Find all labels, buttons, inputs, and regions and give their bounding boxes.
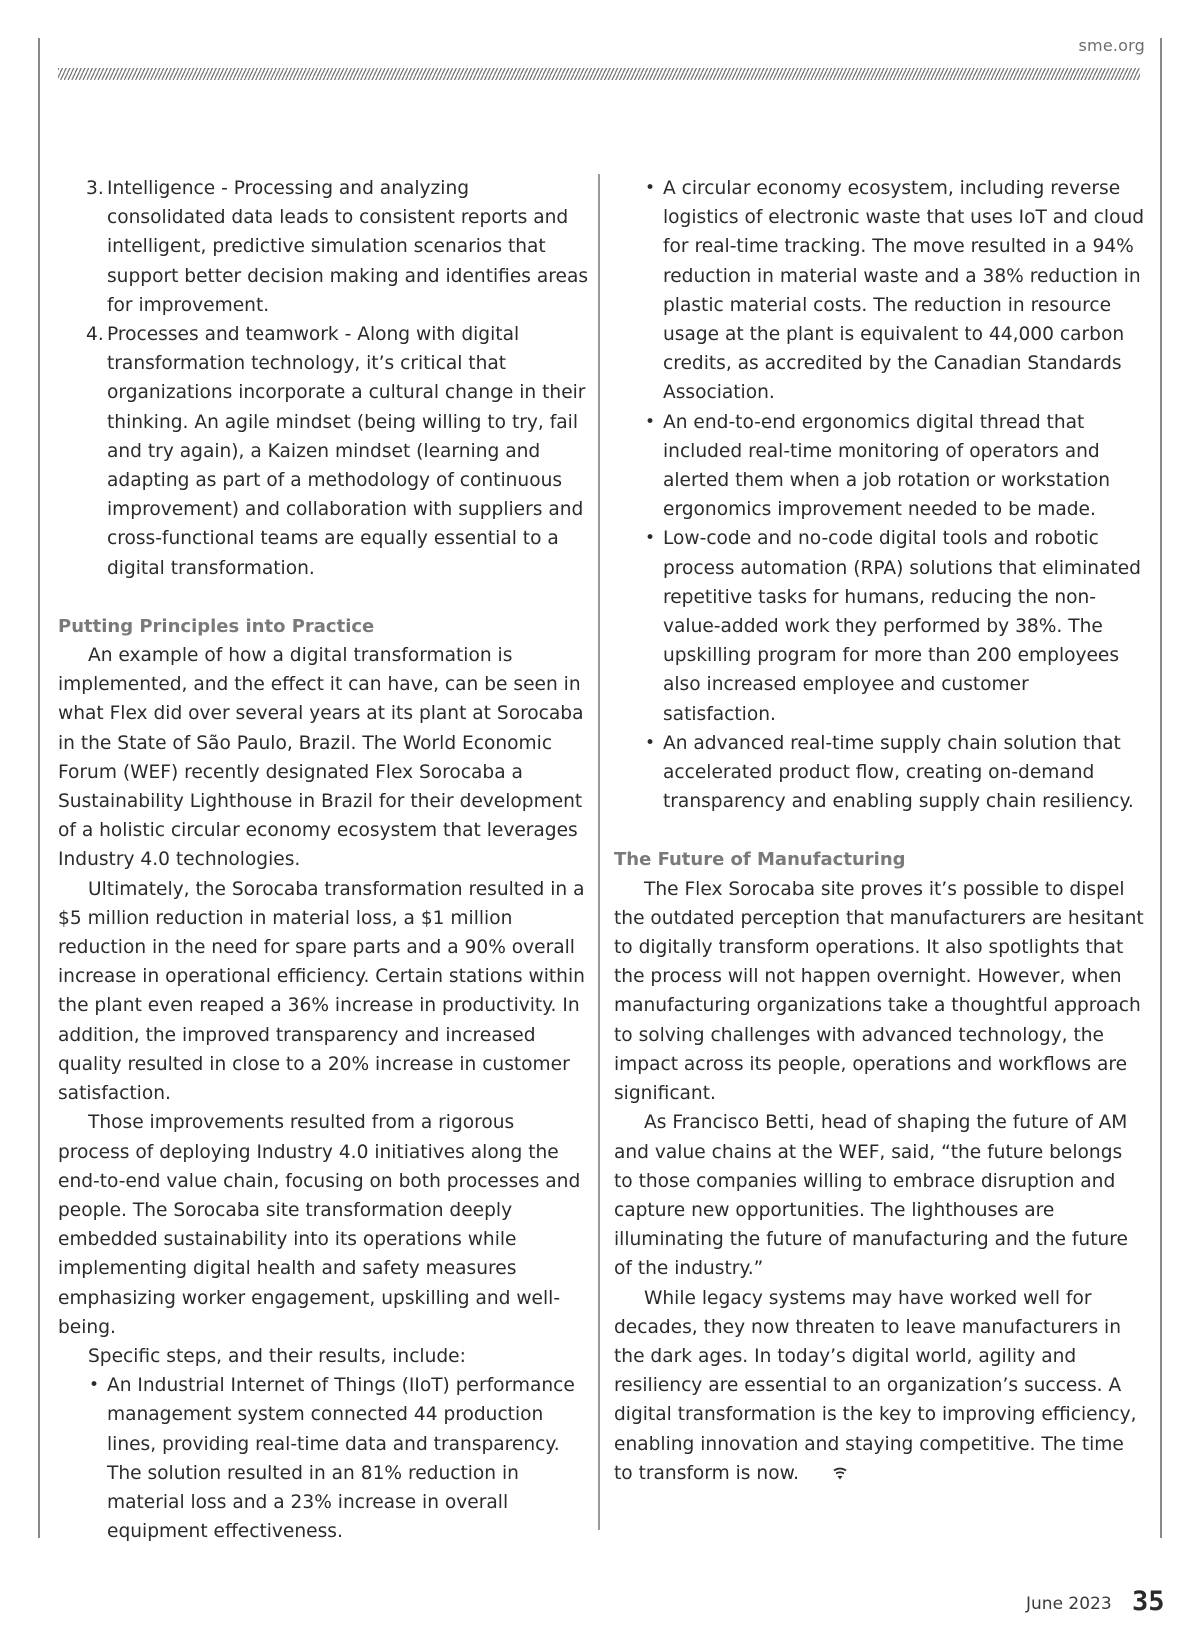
bullet-item	[614, 729, 1146, 817]
bullet-text: An end-to-end ergonomics digital thread that included real-time monitoring of operators and alerted them when a job rotation or workstation ergonomics improvement needed to be made.	[663, 411, 1111, 521]
bullet-marker: •	[645, 178, 656, 198]
closing-text: While legacy systems may have worked well for decades, they now threaten to leave manufacturers in the dark ages. In today’s digital world, agility and resiliency are essential to an organization’s success. A digital transformation is the key to improving efficiency, enabling innovation and staying competitive. The time to transform is now.	[614, 1287, 1137, 1484]
numbered-item	[58, 320, 590, 583]
end-of-article-icon	[803, 1461, 847, 1490]
item-number: 4.	[86, 324, 104, 346]
section-heading-principles: Putting Principles into Practice	[58, 615, 375, 637]
left-column	[58, 174, 590, 1546]
bullet-text: A circular economy ecosystem, including reverse logistics of electronic waste that uses IoT and cloud for real-time tracking. The move resulted in a 94% reduction in material waste and a 38% reduction in plastic material costs. The reduction in resource usage at the plant is equivalent to 44,000 carbon credits, as accredited by the Canadian Standards Association.	[663, 178, 1145, 404]
bullet-item	[614, 408, 1146, 525]
bullet-text: An advanced real-time supply chain solution that accelerated product flow, creating on-demand transparency and enabling supply chain resiliency.	[663, 732, 1134, 813]
numbered-item	[58, 174, 590, 320]
page-number: 35	[1132, 1586, 1165, 1617]
body-paragraph	[614, 1284, 1146, 1490]
bullet-text: An Industrial Internet of Things (IIoT) performance management system connected 44 production lines, providing real-time data and transparency. The solution resulted in an 81% reduction in material loss and a 23% increase in overall equipment effectiveness.	[107, 1375, 575, 1543]
bullet-marker: •	[89, 1375, 100, 1396]
bullet-marker: •	[645, 732, 656, 753]
item-text: Intelligence - Processing and analyzing consolidated data leads to consistent reports and intelligent, predictive simulation scenarios that support better decision making and identifies areas for improvement.	[107, 178, 589, 316]
section-heading-future: The Future of Manufacturing	[614, 849, 906, 871]
left-page-rule	[38, 38, 40, 1538]
right-page-rule	[1160, 38, 1162, 1538]
body-paragraph: As Francisco Betti, head of shaping the future of AM and value chains at the WEF, said, “the future belongs to those companies willing to embrace disruption and capture new opportunities. The lighthouses are illuminating the future of manufacturing and the future of the industry.”	[614, 1112, 1128, 1280]
bullet-text: Low-code and no-code digital tools and robotic process automation (RPA) solutions that eliminated repetitive tasks for humans, reducing the non-value-added work they performed by 38%. The upskilling program for more than 200 employees also increased employee and customer satisfaction.	[663, 528, 1141, 725]
bullet-item	[614, 174, 1146, 408]
item-text: Processes and teamwork - Along with digital transformation technology, it’s critical that organizations incorporate a cultural change in their thinking. An agile mindset (being willing to try, fail and try again), a Kaizen mindset (learning and adapting as part of a methodology of continuous improvement) and collaboration with suppliers and cross-functional teams are equally essential to a digital transformation.	[107, 324, 586, 579]
body-paragraph: Specific steps, and their results, include:	[88, 1345, 466, 1367]
header-hatch-band	[58, 68, 1140, 80]
bullet-marker: •	[645, 411, 656, 432]
body-paragraph: Those improvements resulted from a rigorous process of deploying Industry 4.0 initiatives along the end-to-end value chain, focusing on both processes and people. The Sorocaba site transformation deeply embedded sustainability into its operations while implementing digital health and safety measures emphasizing worker engagement, upskilling and well-being.	[58, 1112, 581, 1338]
body-paragraph: Ultimately, the Sorocaba transformation resulted in a $5 million reduction in material loss, a $1 million reduction in the need for spare parts and a 90% overall increase in operational efficiency. Certain stations within the plant even reaped a 36% increase in productivity. In addition, the improved transparency and increased quality resulted in close to a 20% increase in customer satisfaction.	[58, 878, 585, 1105]
site-url[interactable]: sme.org	[1078, 36, 1145, 55]
item-number: 3.	[86, 178, 104, 199]
column-divider	[598, 174, 600, 1530]
body-paragraph: An example of how a digital transformation is implemented, and the effect it can have, can be seen in what Flex did over several years at its plant at Sorocaba in the State of São Paulo, Brazil. The World Economic Forum (WEF) recently designated Flex Sorocaba a Sustainability Lighthouse in Brazil for their development of a holistic circular economy ecosystem that leverages Industry 4.0 technologies.	[58, 645, 584, 871]
bullet-item	[614, 524, 1146, 728]
bullet-item	[58, 1371, 590, 1546]
right-column	[614, 174, 1146, 1490]
body-paragraph: The Flex Sorocaba site proves it’s possible to dispel the outdated perception that manufacturers are hesitant to digitally transform operations. It also spotlights that the process will not happen overnight. However, when manufacturing organizations take a thoughtful approach to solving challenges with advanced technology, the impact across its people, operations and workflows are significant.	[614, 878, 1144, 1105]
bullet-marker: •	[645, 528, 656, 549]
issue-date: June 2023	[1026, 1594, 1112, 1614]
